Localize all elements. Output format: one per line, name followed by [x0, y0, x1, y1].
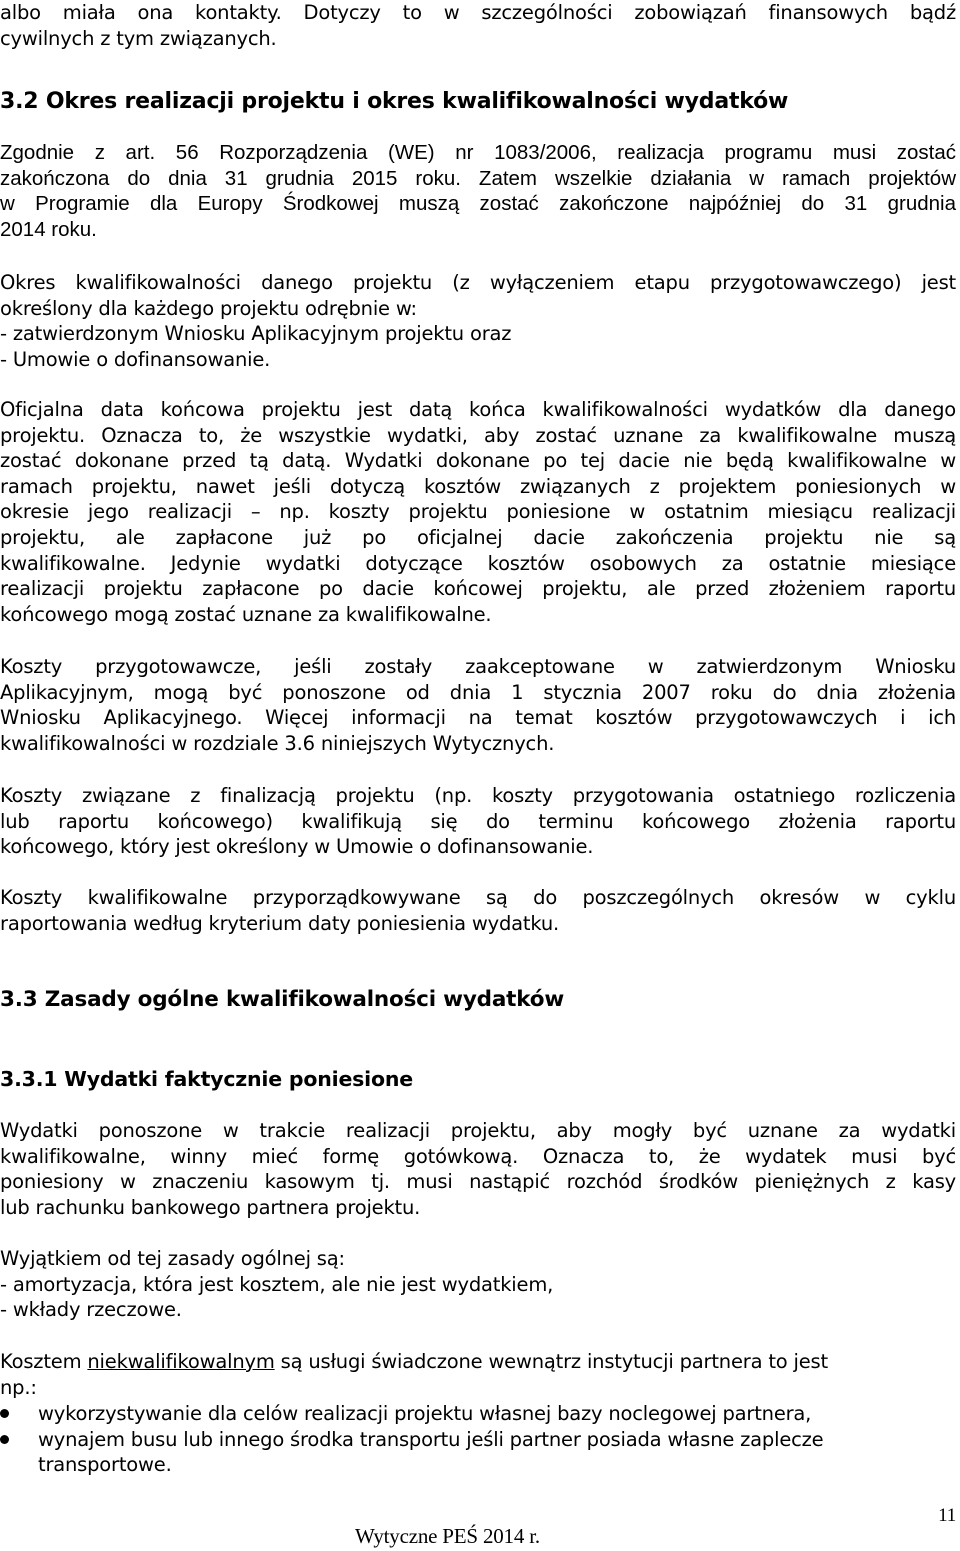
text-line: zostać dokonane przed tą datą. Wydatki dokonane po tej dacie nie będą kwalifikowalne w	[0, 449, 956, 473]
text-line: - amortyzacja, która jest kosztem, ale nie jest wydatkiem,	[0, 1272, 554, 1296]
text-line: cywilnych z tym związanych.	[0, 26, 277, 50]
paragraph-3-2-2	[0, 270, 956, 372]
text-line: końcowego, który jest określony w Umowie o dofinansowanie.	[0, 835, 594, 859]
paragraph-3-2-3	[0, 397, 956, 627]
list-item-text: transportowe.	[38, 1453, 172, 1477]
bullet-list	[0, 1401, 956, 1478]
text-line: raportowania według kryterium daty poniesienia wydatku.	[0, 911, 559, 935]
text-line: Zgodnie z art. 56 Rozporządzenia (WE) nr 1083/2006, realizacja programu musi zostać	[0, 141, 956, 164]
paragraph-3-2-1	[0, 140, 956, 242]
text-line: Aplikacyjnym, mogą być ponoszone od dnia 1 stycznia 2007 roku do dnia złożenia	[0, 680, 956, 704]
list-item	[0, 1401, 956, 1427]
bullet-icon	[0, 1435, 9, 1444]
text-line: kwalifikowalne. Jedynie wydatki dotyczące kosztów osobowych za ostatnie miesiące	[0, 551, 956, 575]
text-line: lub rachunku bankowego partnera projektu.	[0, 1195, 421, 1219]
text-line: Koszty związane z finalizacją projektu (np. koszty przygotowania ostatniego rozliczenia	[0, 784, 956, 807]
text-fragment: są usługi świadczone wewnątrz instytucji partnera to jest	[274, 1350, 828, 1373]
text-line: realizacji projektu zapłacone po dacie końcowej projektu, ale przed złożeniem raportu	[0, 577, 956, 601]
text-line: - wkłady rzeczowe.	[0, 1298, 182, 1322]
section-heading-3-3-1: 3.3.1 Wydatki faktycznie poniesione	[0, 1067, 413, 1091]
list-item-text: wykorzystywanie dla celów realizacji projektu własnej bazy noclegowej partnera,	[38, 1402, 812, 1425]
section-heading-3-2: 3.2 Okres realizacji projektu i okres kwalifikowalności wydatków	[0, 89, 789, 114]
section-heading-3-3: 3.3 Zasady ogólne kwalifikowalności wydatków	[0, 987, 564, 1012]
text-line: Wniosku Aplikacyjnego. Więcej informacji na temat kosztów przygotowawczych i ich	[0, 706, 956, 730]
text-line: poniesiony w znaczeniu kasowym tj. musi nastąpić rozchód środków pieniężnych z kasy	[0, 1170, 956, 1194]
text-line: lub raportu końcowego) kwalifikują się do terminu końcowego złożenia raportu	[0, 809, 956, 833]
intro-paragraph	[0, 0, 956, 51]
text-line: Koszty przygotowawcze, jeśli zostały zaakceptowane w zatwierdzonym Wniosku	[0, 655, 956, 678]
text-line: Wydatki ponoszone w trakcie realizacji projektu, aby mogły być uznane za wydatki	[0, 1119, 956, 1142]
text-fragment: Kosztem	[0, 1350, 88, 1373]
paragraph-3-2-6	[0, 885, 956, 936]
text-line: zakończona do dnia 31 grudnia 2015 roku. Zatem wszelkie działania w ramach projektów	[0, 166, 956, 190]
paragraph-3-2-4	[0, 654, 956, 756]
text-line: okresie jego realizacji – np. koszty projektu poniesione w ostatnim miesiącu realizacji	[0, 500, 956, 524]
underlined-term: niekwalifikowalnym	[87, 1350, 275, 1373]
text-line	[0, 1349, 956, 1375]
text-line: w Programie dla Europy Środkowej muszą zostać zakończone najpóźniej do 31 grudnia	[0, 192, 956, 216]
text-line: 2014 roku.	[0, 217, 97, 241]
paragraph-3-3-1-1	[0, 1118, 956, 1220]
page-number: 11	[938, 1505, 956, 1526]
text-line: - Umowie o dofinansowanie.	[0, 347, 271, 371]
text-line: Koszty kwalifikowalne przyporządkowywane są do poszczególnych okresów w cyklu	[0, 886, 956, 909]
paragraph-3-3-1-2	[0, 1246, 956, 1323]
text-line: Oficjalna data końcowa projektu jest datą końca kwalifikowalności wydatków dla danego	[0, 398, 956, 421]
paragraph-3-2-5	[0, 783, 956, 860]
page-footer: Wytyczne PEŚ 2014 r.	[355, 1524, 540, 1548]
text-line: projektu. Oznacza to, że wszystkie wydatki, aby zostać uznane za kwalifikowalne muszą	[0, 423, 956, 447]
text-line: np.:	[0, 1375, 37, 1399]
text-line: ramach projektu, nawet jeśli dotyczą kosztów związanych z projektem poniesionych w	[0, 474, 956, 498]
text-line: - zatwierdzonym Wniosku Aplikacyjnym projektu oraz	[0, 322, 512, 346]
list-item	[0, 1427, 956, 1453]
text-line: projektu, ale zapłacone już po oficjalnej dacie zakończenia projektu nie są	[0, 525, 956, 549]
text-line: kwalifikowalne, winny mieć formę gotówkową. Oznacza to, że wydatek musi być	[0, 1144, 956, 1168]
paragraph-3-3-1-3	[0, 1349, 956, 1400]
text-line: albo miała ona kontakty. Dotyczy to w szczególności zobowiązań finansowych bądź	[0, 1, 956, 24]
text-line: końcowego mogą zostać uznane za kwalifikowalne.	[0, 602, 492, 626]
list-item-continuation	[0, 1452, 956, 1478]
text-line: określony dla każdego projektu odrębnie w:	[0, 296, 417, 320]
list-item-text: wynajem busu lub innego środka transportu jeśli partner posiada własne zaplecze	[38, 1427, 824, 1451]
text-line: kwalifikowalności w rozdziale 3.6 niniejszych Wytycznych.	[0, 731, 555, 755]
bullet-icon	[0, 1409, 9, 1418]
text-line: Wyjątkiem od tej zasady ogólnej są:	[0, 1247, 345, 1270]
text-line: Okres kwalifikowalności danego projektu (z wyłączeniem etapu przygotowawczego) jest	[0, 271, 956, 294]
